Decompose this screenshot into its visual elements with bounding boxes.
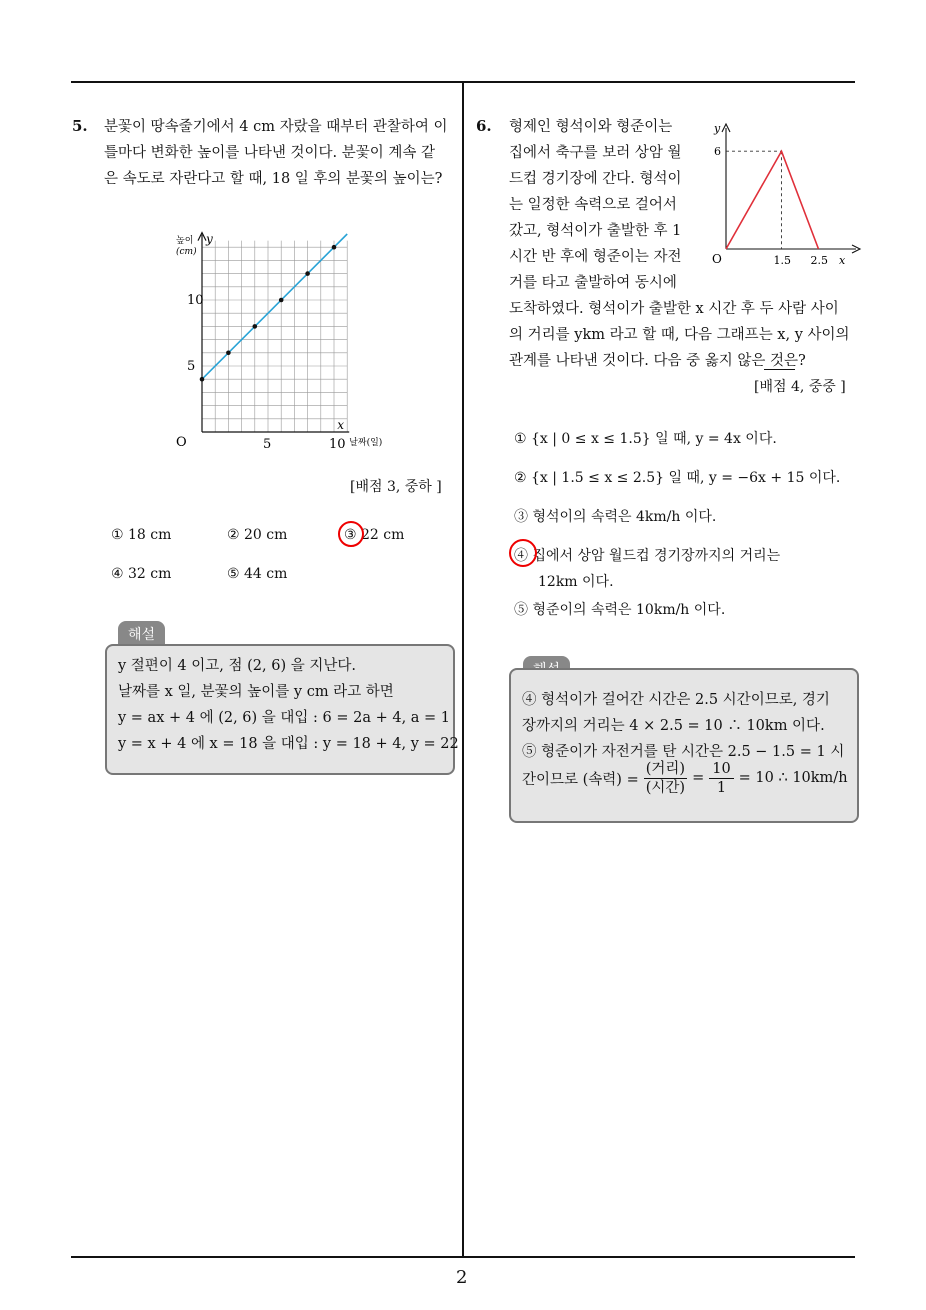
- explain-line: ④ 형석이가 걸어간 시간은 2.5 시간이므로, 경기: [522, 692, 830, 708]
- data-point: [332, 245, 337, 250]
- q6-line: 도착하였다. 형석이가 출발한 x 시간 후 두 사람 사이: [509, 301, 839, 317]
- q6-line: 는 일정한 속력으로 걸어서: [509, 197, 677, 213]
- q5-choice-2[interactable]: ② 20 cm: [227, 527, 288, 543]
- q6-choice-1[interactable]: ① {x | 0 ≤ x ≤ 1.5} 일 때, y = 4x 이다.: [514, 431, 777, 447]
- answer-mark: [509, 539, 537, 567]
- q6-line: 갔고, 형석이가 출발한 후 1: [509, 223, 682, 239]
- q6-line: 거를 타고 출발하여 동시에: [509, 275, 677, 291]
- q5-choice-1[interactable]: ① 18 cm: [111, 527, 172, 543]
- y-tick-label: 10: [187, 293, 204, 308]
- q5-line: 틀마다 변화한 높이를 나타낸 것이다. 분꽃이 계속 같: [104, 145, 436, 161]
- q6-score: [배점 4, 중중 ]: [754, 379, 846, 395]
- q6-line: 관계를 나타낸 것이다. 다음 중 옳지 않은 것은?: [509, 353, 806, 369]
- answer-mark: [338, 521, 364, 547]
- explain-line: 날짜를 x 일, 분꽃의 높이를 y cm 라고 하면: [118, 684, 394, 700]
- data-point: [253, 324, 258, 329]
- frac-den: (시간): [645, 779, 686, 796]
- frac-num: (거리): [645, 760, 686, 777]
- equals: =: [692, 770, 705, 786]
- frac-den: 1: [716, 779, 727, 796]
- data-point: [226, 351, 231, 356]
- q5-choice-5[interactable]: ⑤ 44 cm: [227, 566, 288, 582]
- x-axis-var: x: [337, 418, 344, 432]
- q5-line: 은 속도로 자란다고 할 때, 18 일 후의 분꽃의 높이는?: [104, 171, 443, 187]
- data-line: [726, 151, 819, 249]
- q6-choice-5[interactable]: ⑤ 형준이의 속력은 10km/h 이다.: [514, 602, 726, 618]
- q5-line: 분꽃이 땅속줄기에서 4 cm 자랐을 때부터 관찰하여 이: [104, 119, 448, 135]
- y-tick-label: 6: [714, 145, 721, 159]
- data-point: [279, 298, 284, 303]
- fraction: [644, 760, 687, 797]
- origin-label: O: [176, 435, 187, 450]
- q5-number: 5.: [72, 117, 88, 135]
- x-tick-label: 2.5: [810, 254, 828, 267]
- x-axis-var: x: [839, 254, 846, 267]
- y-axis-label: 높이: [176, 236, 194, 247]
- explain-fraction-line: [522, 758, 848, 798]
- q6-line: 집에서 축구를 보러 상암 월: [509, 145, 682, 161]
- underline: [764, 369, 795, 370]
- explain-line: 장까지의 거리는 4 × 2.5 = 10 ∴ 10km 이다.: [522, 718, 825, 734]
- x-tick-label: 5: [263, 437, 272, 452]
- origin-label: O: [712, 252, 722, 266]
- q5-choice-3[interactable]: ③ 22 cm: [344, 527, 405, 543]
- y-axis-unit: (cm): [176, 247, 197, 258]
- frac-suffix: = 10 ∴ 10km/h: [738, 770, 848, 786]
- q6-chart: [702, 122, 862, 267]
- fraction: [709, 760, 733, 797]
- q6-choice-4[interactable]: ④ 집에서 상암 월드컵 경기장까지의 거리는: [514, 548, 781, 564]
- x-axis-label: 날짜(일): [349, 438, 383, 448]
- q6-line: 형제인 형석이와 형준이는: [509, 119, 673, 135]
- q5-choice-4[interactable]: ④ 32 cm: [111, 566, 172, 582]
- q6-choice-3[interactable]: ③ 형석이의 속력은 4km/h 이다.: [514, 509, 717, 525]
- explain-line: y = x + 4 에 x = 18 을 대입 : y = 18 + 4, y = 22: [118, 736, 459, 752]
- column-divider: [462, 81, 464, 1257]
- y-tick-label: 5: [187, 359, 196, 374]
- frac-num: 10: [709, 760, 733, 779]
- data-line: [202, 234, 347, 379]
- explain-line: y 절편이 4 이고, 점 (2, 6) 을 지난다.: [118, 658, 356, 674]
- q6-number: 6.: [476, 117, 492, 135]
- explain-line: y = ax + 4 에 (2, 6) 을 대입 : 6 = 2a + 4, a = 1: [118, 710, 451, 726]
- y-axis-var: y: [206, 232, 213, 247]
- data-point: [305, 271, 310, 276]
- y-axis-var: y: [714, 122, 721, 135]
- q5-chart: [160, 220, 400, 452]
- q6-line: 시간 반 후에 형준이는 자전: [509, 249, 682, 265]
- q6-line: 의 거리를 ykm 라고 할 때, 다음 그래프는 x, y 사이의: [509, 327, 850, 343]
- x-tick-label: 10: [329, 437, 346, 452]
- q6-choice-4-cont: 12km 이다.: [538, 574, 614, 590]
- explain-line: ⑤ 형준이가 자전거를 탄 시간은 2.5 − 1.5 = 1 시: [522, 744, 845, 760]
- frac-prefix: 간이므로 (속력) =: [522, 771, 639, 788]
- page-number: 2: [456, 1267, 468, 1288]
- data-point: [200, 377, 205, 382]
- q6-line: 드컵 경기장에 간다. 형석이: [509, 171, 682, 187]
- q5-explain-label: 해설: [118, 621, 165, 647]
- x-tick-label: 1.5: [773, 254, 791, 267]
- q5-score: [배점 3, 중하 ]: [350, 479, 442, 495]
- q6-choice-2[interactable]: ② {x | 1.5 ≤ x ≤ 2.5} 일 때, y = −6x + 15 이다.: [514, 470, 841, 486]
